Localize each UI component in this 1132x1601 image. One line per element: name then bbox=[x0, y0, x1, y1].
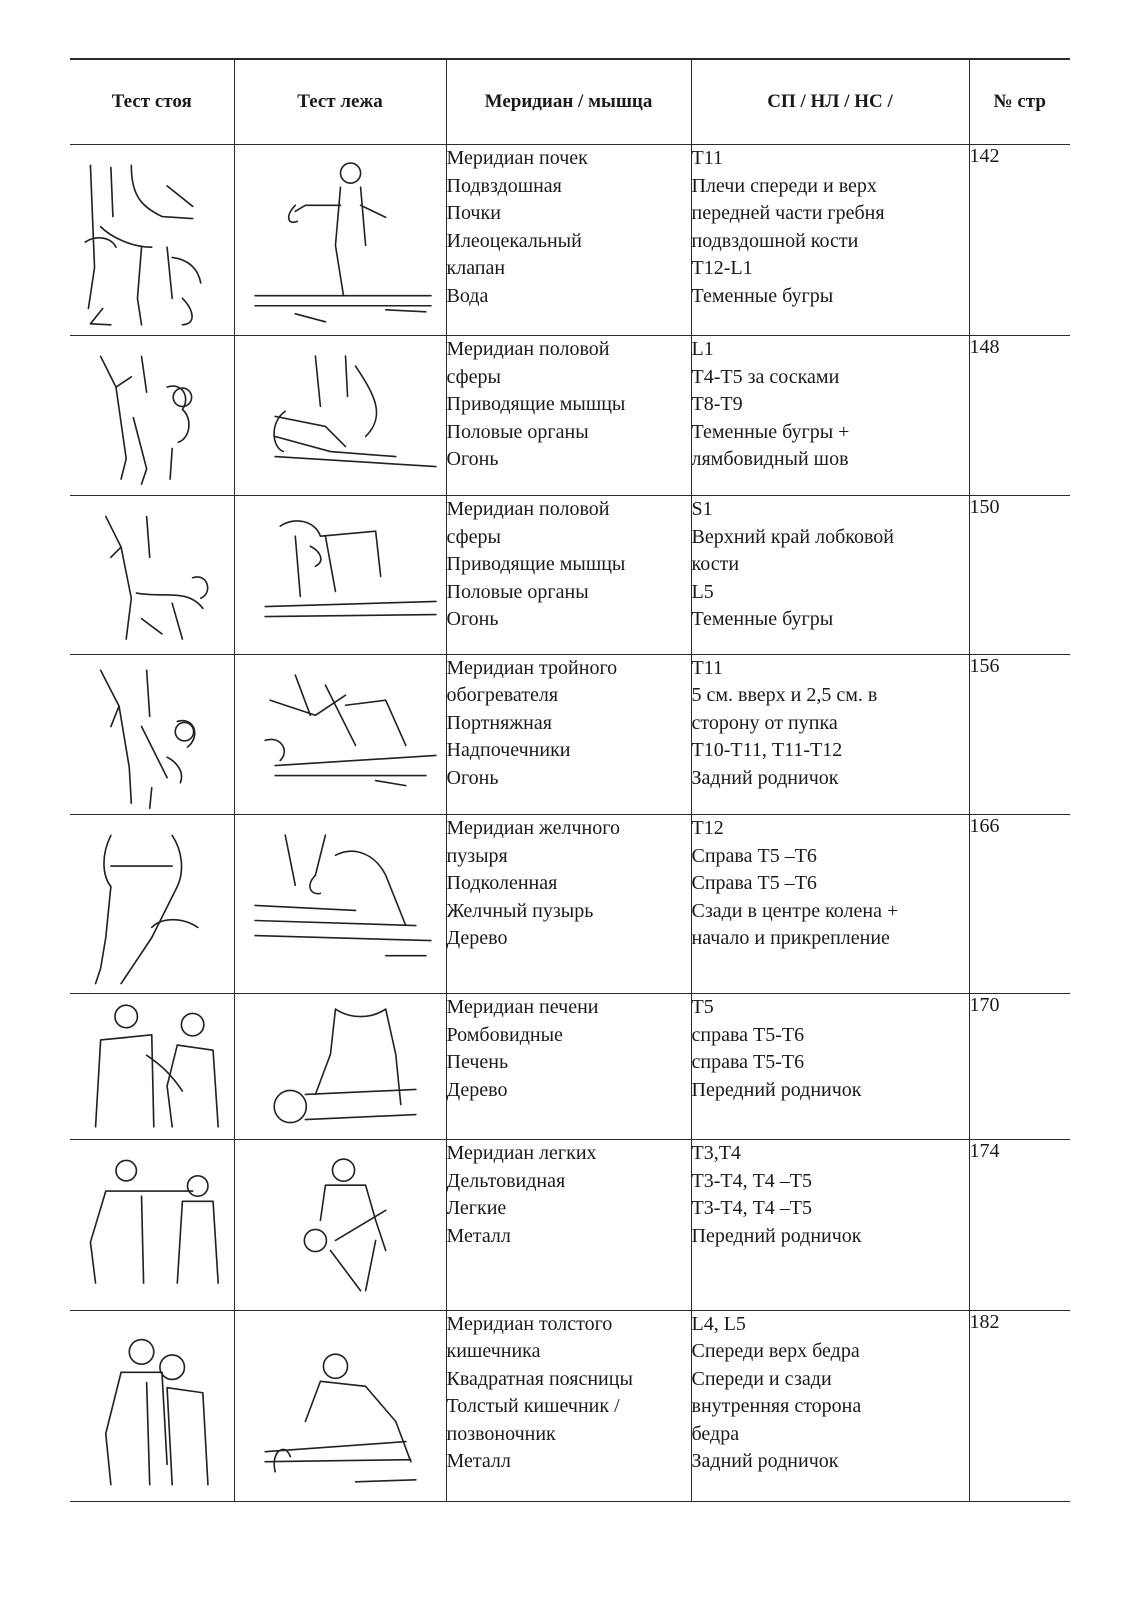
meridian-line: Легкие bbox=[446, 1197, 507, 1220]
table-row bbox=[70, 654, 1070, 814]
meridian-line: Желчный пузырь bbox=[446, 899, 594, 922]
lying-test-illustration bbox=[234, 1310, 446, 1501]
sp-line: Т12-L1 bbox=[691, 257, 753, 279]
sp-line: Т11 bbox=[691, 656, 723, 679]
page-number-cell: 156 bbox=[969, 654, 1070, 814]
meridian-line: Почки bbox=[446, 202, 501, 224]
sp-line: Спереди верх бедра bbox=[691, 1340, 860, 1363]
meridian-line: Печень bbox=[446, 1051, 509, 1074]
header-stand-test: Тест стоя bbox=[70, 59, 234, 145]
sp-line: Т8-Т9 bbox=[691, 393, 743, 416]
standing-test-illustration bbox=[70, 336, 234, 496]
page-number-cell: 166 bbox=[969, 815, 1070, 994]
meridian-line: Меридиан желчного bbox=[446, 817, 620, 840]
sp-line: кости bbox=[691, 553, 740, 576]
page-number-cell: 150 bbox=[969, 496, 1070, 654]
sp-line: Т5 bbox=[691, 996, 714, 1019]
sp-line: Справа Т5 –Т6 bbox=[691, 844, 817, 867]
table-row bbox=[70, 994, 1070, 1140]
sp-line: лямбовидный шов bbox=[691, 448, 849, 471]
meridian-line: Меридиан почек bbox=[446, 147, 588, 169]
lying-test-drawing bbox=[235, 336, 446, 493]
meridian-muscle-cell bbox=[446, 815, 691, 994]
meridian-line: Надпочечники bbox=[446, 739, 571, 762]
header-sp-nl-ns: СП / НЛ / НС / bbox=[691, 59, 969, 145]
lying-test-illustration bbox=[234, 654, 446, 814]
header-meridian-muscle: Меридиан / мышца bbox=[446, 59, 691, 145]
sp-line: бедра bbox=[691, 1422, 740, 1445]
standing-test-drawing bbox=[70, 1311, 234, 1501]
sp-line: Т12 bbox=[691, 817, 724, 840]
sp-nl-ns-cell bbox=[691, 994, 969, 1140]
sp-line: Сзади в центре колена + bbox=[691, 899, 899, 922]
meridian-line: позвоночник bbox=[446, 1422, 556, 1445]
sp-line: Т3-Т4, Т4 –Т5 bbox=[691, 1197, 813, 1220]
meridian-line: Меридиан половой bbox=[446, 498, 610, 521]
meridian-line: Ромбовидные bbox=[446, 1023, 563, 1046]
meridian-line: Толстый кишечник / bbox=[446, 1395, 620, 1418]
meridian-line: сферы bbox=[446, 365, 501, 388]
sp-line: 5 см. вверх и 2,5 см. в bbox=[691, 684, 878, 707]
meridian-line: Половые органы bbox=[446, 580, 589, 603]
sp-nl-ns-cell bbox=[691, 145, 969, 336]
meridian-line: Подвздошная bbox=[446, 174, 562, 197]
sp-line: справа Т5-Т6 bbox=[691, 1051, 805, 1074]
meridian-line: Вода bbox=[446, 284, 489, 307]
standing-test-illustration bbox=[70, 815, 234, 994]
sp-nl-ns-cell bbox=[691, 815, 969, 994]
page-number-cell: 142 bbox=[969, 145, 1070, 336]
sp-nl-ns-cell bbox=[691, 336, 969, 496]
meridian-line: Металл bbox=[446, 1224, 511, 1247]
standing-test-illustration bbox=[70, 994, 234, 1140]
standing-test-drawing bbox=[70, 655, 234, 814]
sp-line: Верхний край лобковой bbox=[691, 525, 894, 548]
sp-line: Передний родничок bbox=[691, 1224, 862, 1247]
meridian-line: пузыря bbox=[446, 844, 508, 867]
page-number-cell: 174 bbox=[969, 1140, 1070, 1311]
table-row bbox=[70, 1140, 1070, 1311]
meridian-line: Дерево bbox=[446, 927, 508, 950]
sp-line: L5 bbox=[691, 580, 714, 603]
meridian-muscle-cell bbox=[446, 1140, 691, 1311]
meridian-muscle-cell bbox=[446, 654, 691, 814]
lying-test-drawing bbox=[235, 145, 446, 332]
sp-line: Плечи спереди и верх bbox=[691, 174, 877, 197]
sp-line: Т3,Т4 bbox=[691, 1142, 741, 1165]
meridian-line: Портняжная bbox=[446, 711, 552, 734]
sp-nl-ns-cell bbox=[691, 496, 969, 654]
meridian-line: обогревателя bbox=[446, 684, 559, 707]
sp-line: передней части гребня bbox=[691, 202, 885, 224]
table-row bbox=[70, 496, 1070, 654]
sp-line: справа Т5-Т6 bbox=[691, 1023, 805, 1046]
sp-nl-ns-cell bbox=[691, 1310, 969, 1501]
sp-line: Спереди и сзади bbox=[691, 1367, 832, 1390]
lying-test-drawing bbox=[235, 1311, 446, 1498]
sp-line: Т10-Т11, Т11-Т12 bbox=[691, 739, 843, 762]
meridian-line: Металл bbox=[446, 1450, 511, 1473]
standing-test-illustration bbox=[70, 145, 234, 336]
sp-line: L4, L5 bbox=[691, 1312, 746, 1335]
standing-test-drawing bbox=[70, 336, 234, 495]
meridian-line: Огонь bbox=[446, 608, 499, 631]
header-page-number: № стр bbox=[969, 59, 1070, 145]
standing-test-illustration bbox=[70, 496, 234, 654]
meridian-line: Половые органы bbox=[446, 420, 589, 443]
meridian-line: Подколенная bbox=[446, 872, 558, 895]
standing-test-drawing bbox=[70, 145, 234, 335]
standing-test-drawing bbox=[70, 994, 234, 1139]
standing-test-drawing bbox=[70, 1140, 234, 1310]
sp-line: Т3-Т4, Т4 –Т5 bbox=[691, 1169, 813, 1192]
meridian-line: Дельтовидная bbox=[446, 1169, 566, 1192]
meridian-line: Меридиан толстого bbox=[446, 1312, 613, 1335]
table-row bbox=[70, 145, 1070, 336]
sp-line: Справа Т5 –Т6 bbox=[691, 872, 817, 895]
sp-line: внутренняя сторона bbox=[691, 1395, 862, 1418]
lying-test-illustration bbox=[234, 994, 446, 1140]
lying-test-drawing bbox=[235, 815, 446, 990]
header-lying-test: Тест лежа bbox=[234, 59, 446, 145]
table-row bbox=[70, 1310, 1070, 1501]
table-row bbox=[70, 815, 1070, 994]
lying-test-drawing bbox=[235, 496, 446, 651]
page-number-cell: 148 bbox=[969, 336, 1070, 496]
meridian-line: клапан bbox=[446, 257, 506, 279]
sp-line: Задний родничок bbox=[691, 766, 839, 789]
meridian-line: Меридиан легких bbox=[446, 1142, 597, 1165]
standing-test-illustration bbox=[70, 654, 234, 814]
sp-line: S1 bbox=[691, 498, 713, 521]
sp-line: L1 bbox=[691, 338, 714, 361]
standing-test-illustration bbox=[70, 1310, 234, 1501]
meridian-line: Илеоцекальный bbox=[446, 229, 582, 252]
lying-test-illustration bbox=[234, 145, 446, 336]
meridian-line: Квадратная поясницы bbox=[446, 1367, 633, 1390]
lying-test-illustration bbox=[234, 1140, 446, 1311]
meridian-line: Огонь bbox=[446, 448, 499, 471]
lying-test-drawing bbox=[235, 1140, 446, 1307]
lying-test-drawing bbox=[235, 994, 446, 1137]
table-row bbox=[70, 336, 1070, 496]
meridian-line: Приводящие мышцы bbox=[446, 393, 626, 416]
standing-test-drawing bbox=[70, 496, 234, 653]
lying-test-illustration bbox=[234, 336, 446, 496]
lying-test-drawing bbox=[235, 655, 446, 812]
lying-test-illustration bbox=[234, 815, 446, 994]
meridian-muscle-cell bbox=[446, 145, 691, 336]
sp-line: Теменные бугры + bbox=[691, 420, 850, 443]
header-row bbox=[70, 59, 1070, 145]
sp-line: подвздошной кости bbox=[691, 229, 859, 252]
meridian-line: Меридиан половой bbox=[446, 338, 610, 361]
meridian-line: Дерево bbox=[446, 1078, 508, 1101]
meridian-line: Приводящие мышцы bbox=[446, 553, 626, 576]
sp-line: Передний родничок bbox=[691, 1078, 862, 1101]
sp-nl-ns-cell bbox=[691, 654, 969, 814]
page-number-cell: 182 bbox=[969, 1310, 1070, 1501]
lying-test-illustration bbox=[234, 496, 446, 654]
sp-line: начало и прикрепление bbox=[691, 927, 890, 950]
meridian-muscle-cell bbox=[446, 994, 691, 1140]
sp-line: Задний родничок bbox=[691, 1450, 839, 1473]
meridian-muscle-cell bbox=[446, 496, 691, 654]
meridian-line: сферы bbox=[446, 525, 501, 548]
sp-line: Теменные бугры bbox=[691, 284, 834, 307]
meridian-line: Меридиан тройного bbox=[446, 656, 618, 679]
meridian-line: Меридиан печени bbox=[446, 996, 599, 1019]
meridian-line: Огонь bbox=[446, 766, 499, 789]
sp-line: сторону от пупка bbox=[691, 711, 838, 734]
meridian-test-table bbox=[70, 58, 1070, 1502]
sp-line: Т11 bbox=[691, 147, 723, 169]
meridian-muscle-cell bbox=[446, 1310, 691, 1501]
sp-line: Т4-Т5 за сосками bbox=[691, 365, 840, 388]
meridian-muscle-cell bbox=[446, 336, 691, 496]
meridian-line: кишечника bbox=[446, 1340, 541, 1363]
page-number-cell: 170 bbox=[969, 994, 1070, 1140]
sp-line: Теменные бугры bbox=[691, 608, 834, 631]
standing-test-illustration bbox=[70, 1140, 234, 1311]
standing-test-drawing bbox=[70, 815, 234, 993]
sp-nl-ns-cell bbox=[691, 1140, 969, 1311]
